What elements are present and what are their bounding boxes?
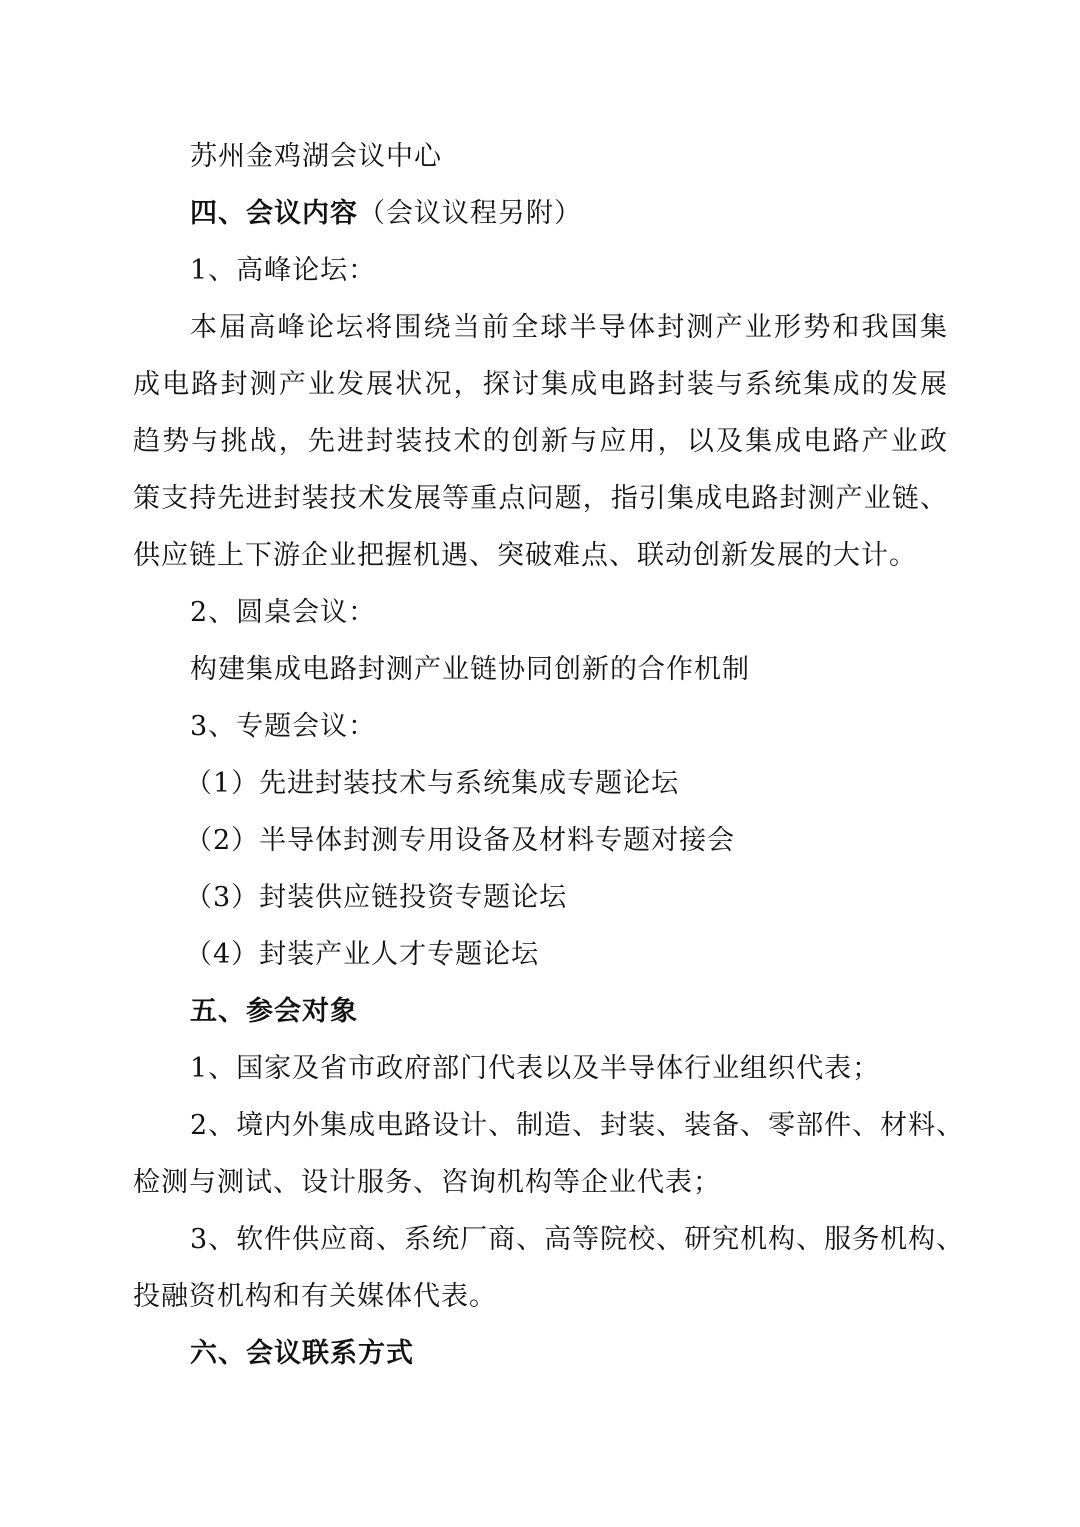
section-6-heading: 六、会议联系方式 xyxy=(190,1338,414,1369)
section-4-heading xyxy=(190,194,953,234)
section-5-item-3-line-1: 3、软件供应商、系统厂商、高等院校、研究机构、服务机构、 xyxy=(190,1224,965,1255)
item-1-para-line-4: 策支持先进封装技术发展等重点问题，指引集成电路封测产业链、 xyxy=(133,483,948,514)
section-5-heading: 五、参会对象 xyxy=(190,996,358,1027)
item-3-sub-3: （3）封装供应链投资专题论坛 xyxy=(185,882,568,913)
item-3-sub-2: （2）半导体封测专用设备及材料专题对接会 xyxy=(185,825,736,856)
section-5-item-1: 1、国家及省市政府部门代表以及半导体行业组织代表； xyxy=(190,1053,881,1084)
item-3-sub-4: （4）封装产业人才专题论坛 xyxy=(185,939,540,970)
item-1-para-line-5: 供应链上下游企业把握机遇、突破难点、联动创新发展的大计。 xyxy=(133,540,917,571)
item-2-label: 2、圆桌会议： xyxy=(190,597,377,628)
item-1-label: 1、高峰论坛： xyxy=(190,255,377,286)
venue-text: 苏州金鸡湖会议中心 xyxy=(190,141,442,172)
section-4-note: （会议议程另附） xyxy=(358,198,582,229)
item-3-sub-1: （1）先进封装技术与系统集成专题论坛 xyxy=(185,768,680,799)
item-2-text: 构建集成电路封测产业链协同创新的合作机制 xyxy=(190,654,750,685)
section-5-item-2-line-1: 2、境内外集成电路设计、制造、封装、装备、零部件、材料、 xyxy=(190,1110,965,1141)
item-3-label: 3、专题会议： xyxy=(190,711,377,742)
item-1-para-line-3: 趋势与挑战，先进封装技术的创新与应用，以及集成电路产业政 xyxy=(133,426,948,457)
section-4-title: 四、会议内容 xyxy=(190,198,358,229)
item-1-para-line-1: 本届高峰论坛将围绕当前全球半导体封测产业形势和我国集 xyxy=(190,312,948,343)
item-1-para-line-2: 成电路封测产业发展状况，探讨集成电路封装与系统集成的发展 xyxy=(133,369,948,400)
section-5-item-3-line-2: 投融资机构和有关媒体代表。 xyxy=(133,1281,497,1312)
section-5-item-2-line-2: 检测与测试、设计服务、咨询机构等企业代表； xyxy=(133,1167,721,1198)
